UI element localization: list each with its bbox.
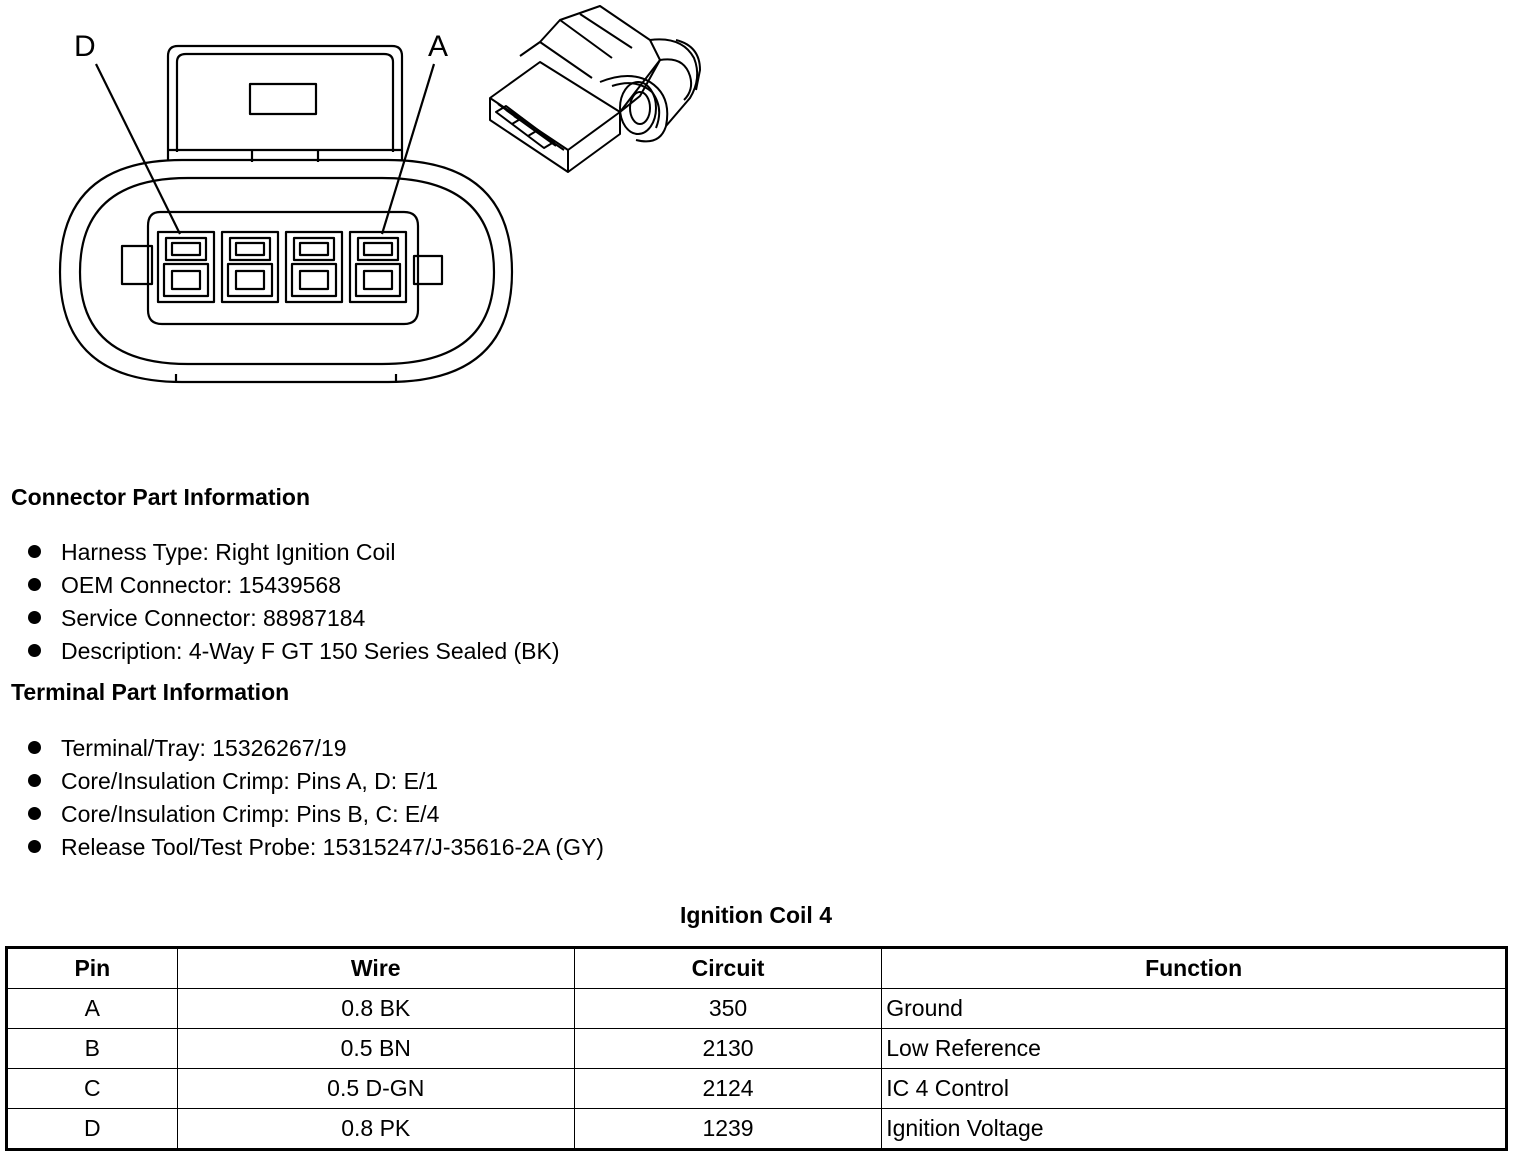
column-header-function: Function: [882, 948, 1507, 989]
cell-function: IC 4 Control: [882, 1069, 1507, 1109]
table-row: [7, 1029, 1507, 1069]
column-header-wire: Wire: [177, 948, 574, 989]
bullet-icon: [28, 545, 41, 558]
connector-lock-tab: [168, 46, 402, 160]
cell-circuit: 350: [574, 989, 881, 1029]
list-item: Harness Type: Right Ignition Coil: [28, 536, 560, 569]
cell-circuit: 2124: [574, 1069, 881, 1109]
cell-function: Ground: [882, 989, 1507, 1029]
cell-pin: B: [7, 1029, 178, 1069]
cell-circuit: 1239: [574, 1109, 881, 1150]
cell-pin: A: [7, 989, 178, 1029]
cell-pin: D: [7, 1109, 178, 1150]
list-item: Release Tool/Test Probe: 15315247/J-35616-2A (GY): [28, 831, 604, 864]
table-row: [7, 989, 1507, 1029]
cell-function: Ignition Voltage: [882, 1109, 1507, 1150]
connector-diagram: [0, 0, 760, 420]
list-item: OEM Connector: 15439568: [28, 569, 560, 602]
pinout-table: [5, 946, 1508, 1151]
list-item: Description: 4-Way F GT 150 Series Sealed (BK): [28, 635, 560, 668]
cell-wire: 0.8 BK: [177, 989, 574, 1029]
table-row: [7, 1069, 1507, 1109]
column-header-pin: Pin: [7, 948, 178, 989]
pin-label-a: A: [428, 30, 449, 63]
pin-label-d: D: [74, 30, 96, 63]
pin-cavity-b: [286, 232, 342, 302]
table-row: [7, 1109, 1507, 1150]
connector-info-title: Connector Part Information: [11, 484, 311, 510]
pin-cavity-d: [158, 232, 214, 302]
list-item: Terminal/Tray: 15326267/19: [28, 732, 604, 765]
terminal-info-title: Terminal Part Information: [11, 679, 290, 705]
cell-function: Low Reference: [882, 1029, 1507, 1069]
pin-cavities: [158, 232, 406, 302]
bullet-icon: [28, 741, 41, 754]
bullet-icon: [28, 774, 41, 787]
cell-wire: 0.5 D-GN: [177, 1069, 574, 1109]
cell-wire: 0.8 PK: [177, 1109, 574, 1150]
pin-cavity-a: [350, 232, 406, 302]
bullet-icon: [28, 611, 41, 624]
connector-3d-view: [490, 6, 700, 172]
list-item: Core/Insulation Crimp: Pins A, D: E/1: [28, 765, 604, 798]
cell-wire: 0.5 BN: [177, 1029, 574, 1069]
pin-cavity-c: [222, 232, 278, 302]
bullet-icon: [28, 578, 41, 591]
cell-circuit: 2130: [574, 1029, 881, 1069]
column-header-circuit: Circuit: [574, 948, 881, 989]
list-item: Core/Insulation Crimp: Pins B, C: E/4: [28, 798, 604, 831]
lock-window: [250, 84, 316, 114]
list-item: Service Connector: 88987184: [28, 602, 560, 635]
pin-housing: [148, 212, 418, 324]
terminal-info-list: [28, 732, 604, 864]
cell-pin: C: [7, 1069, 178, 1109]
bullet-icon: [28, 840, 41, 853]
connector-info-list: [28, 536, 560, 668]
bullet-icon: [28, 644, 41, 657]
bullet-icon: [28, 807, 41, 820]
table-title: Ignition Coil 4: [679, 902, 833, 928]
table-header-row: [7, 948, 1507, 989]
